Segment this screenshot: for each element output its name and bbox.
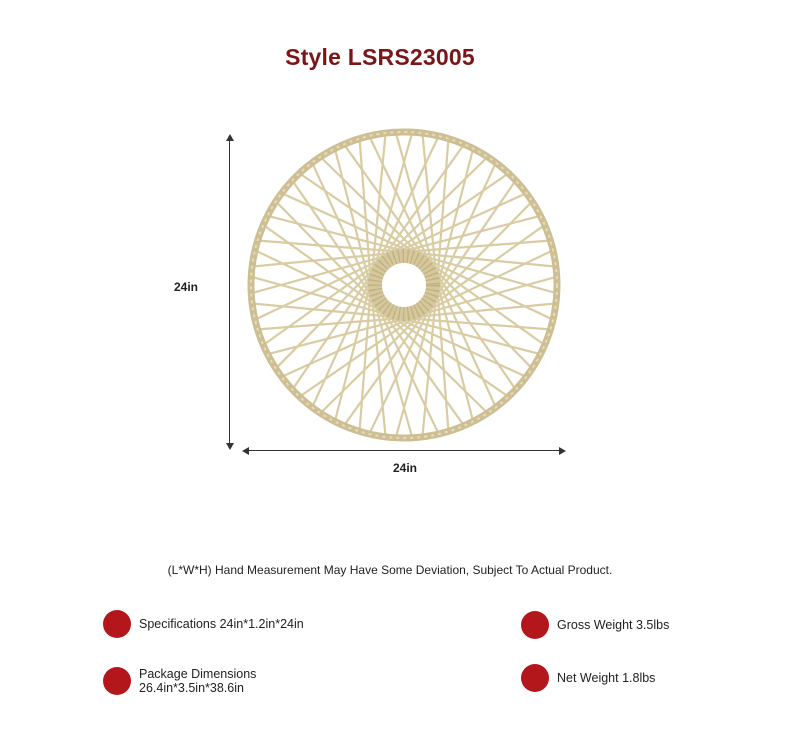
- arrow-up-icon: [226, 134, 234, 141]
- height-dimension-line: [229, 138, 230, 446]
- spec-label: Specifications 24in*1.2in*24in: [139, 617, 304, 631]
- arrow-right-icon: [559, 447, 566, 455]
- spec-net-weight: [521, 664, 655, 692]
- height-label: 24in: [174, 280, 199, 294]
- arrow-left-icon: [242, 447, 249, 455]
- spec-gross-weight: [521, 611, 669, 639]
- spec-specifications: [103, 610, 304, 638]
- rattan-wall-decor-image: [245, 126, 563, 444]
- spec-label: Net Weight 1.8lbs: [557, 671, 656, 685]
- bullet-dot-icon: [521, 611, 549, 639]
- width-label: 24in: [393, 461, 418, 475]
- bullet-dot-icon: [521, 664, 549, 692]
- spec-package-dimensions: [103, 667, 256, 695]
- bullet-dot-icon: [103, 667, 131, 695]
- spec-label: Package Dimensions: [139, 667, 257, 681]
- width-dimension-line: [246, 450, 562, 451]
- page-title: Style LSRS23005: [285, 44, 475, 70]
- spec-label: Gross Weight 3.5lbs: [557, 618, 670, 632]
- measurement-note: (L*W*H) Hand Measurement May Have Some Deviation, Subject To Actual Product.: [167, 563, 613, 577]
- spec-value: 26.4in*3.5in*38.6in: [139, 681, 244, 695]
- arrow-down-icon: [226, 443, 234, 450]
- bullet-dot-icon: [103, 610, 131, 638]
